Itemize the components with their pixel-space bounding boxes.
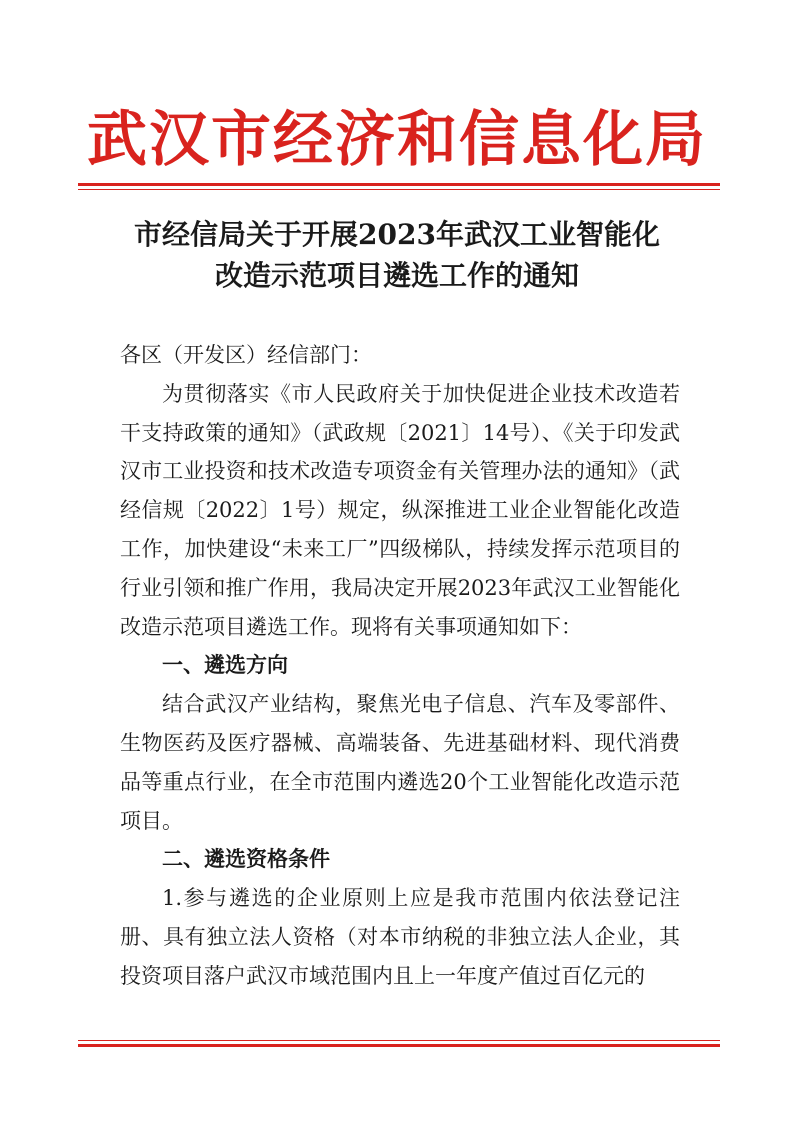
document-title-line2: 改造示范项目遴选工作的通知 — [214, 259, 579, 292]
section1-paragraph: 结合武汉产业结构，聚焦光电子信息、汽车及零部件、生物医药及医疗器械、高端装备、先进基础材料、现代消费品等重点行业，在全市范围内遴选20个工业智能化改造示范项目。 — [120, 692, 680, 833]
document-body — [120, 336, 680, 996]
header-red-rule-thin — [78, 189, 720, 190]
intro-paragraph: 为贯彻落实《市人民政府关于加快促进企业技术改造若干支持政策的通知》（武政规〔2021〕14号）、《关于印发武汉市工业投资和技术改造专项资金有关管理办法的通知》（武经信规〔2022〕1号）规定，纵深推进工业企业智能化改造工作，加快建设“未来工厂”四级梯队，持续发挥示范项目的行业引领和推广作用，我局决定开展2023年武汉工业智能化改造示范项目遴选工作。现将有关事项通知如下： — [120, 381, 680, 639]
section2-paragraph: 1.参与遴选的企业原则上应是我市范围内依法登记注册、具有独立法人资格（对本市纳税的非独立法人企业，其投资项目落户武汉市域范围内且上一年度产值过百亿元的 — [120, 886, 680, 988]
document-title-line1: 市经信局关于开展2023年武汉工业智能化 — [134, 218, 660, 251]
salutation: 各区（开发区）经信部门： — [120, 343, 372, 367]
header-red-rule-thick — [78, 183, 720, 186]
letterhead-title: 武汉市经济和信息化局 — [87, 105, 707, 175]
section2-heading: 二、遴选资格条件 — [162, 846, 330, 872]
section1-heading: 一、遴选方向 — [162, 652, 288, 678]
footer-red-rule-thick — [78, 1044, 720, 1047]
footer-red-rule-thin — [78, 1040, 720, 1041]
